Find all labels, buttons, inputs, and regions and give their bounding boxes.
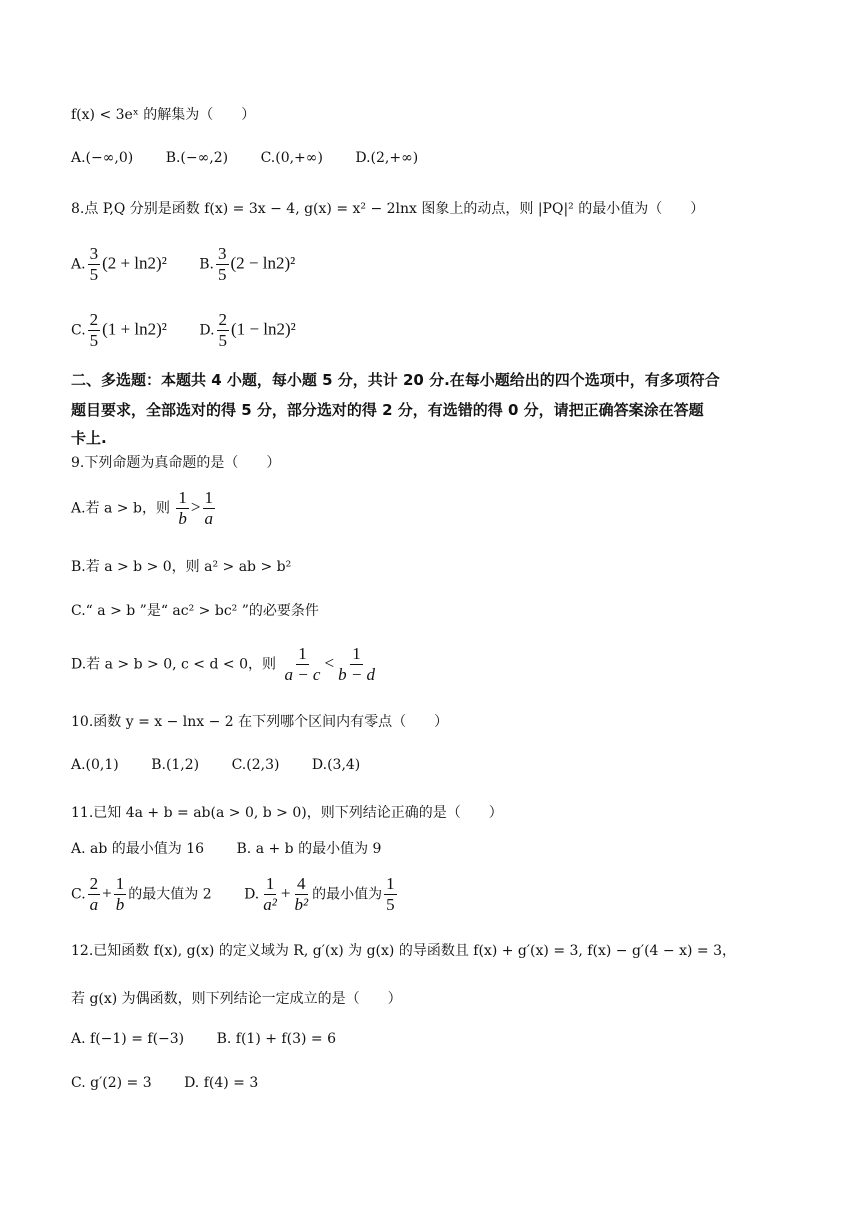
- q8-option-d: [199, 310, 295, 351]
- q12-stem-line-1: 12.已知函数 f(x), g(x) 的定义域为 R, g′(x) 为 g(x) 的导函数且 f(x) + g′(x) = 3, f(x) − g′(4 − x) = 3，: [71, 943, 736, 959]
- q8-options-ab: [71, 244, 323, 285]
- q11-c-frac-1: [88, 874, 101, 915]
- q7-option-d: D.(2,+∞): [355, 150, 419, 166]
- q8-option-c: [71, 310, 167, 351]
- q8-d-expr: (1 − ln2)²: [231, 319, 296, 339]
- q9-a-text: A.若 a > b，则: [71, 500, 170, 517]
- q10-options: [71, 757, 388, 773]
- section-2-heading-line-3: 卡上.: [71, 429, 107, 447]
- q11-c-op: +: [102, 883, 112, 903]
- q11-d-n3: 1: [386, 874, 395, 893]
- q11-d-op: +: [280, 883, 291, 903]
- q9-d-d1: a − c: [284, 665, 321, 684]
- q9-d-d2: b − d: [338, 665, 376, 684]
- q7-option-c: C.(0,+∞): [260, 150, 323, 166]
- q10-stem: 10.函数 y = x − lnx − 2 在下列哪个区间内有零点（ ）: [71, 714, 449, 730]
- q10-option-a: A.(0,1): [71, 757, 119, 773]
- q11-option-c: [71, 874, 212, 915]
- q8-b-fraction: [216, 244, 229, 285]
- section-2-heading-line-2: 题目要求，全部选对的得 5 分，部分选对的得 2 分，有选错的得 0 分，请把正确答案涂在答题: [71, 401, 704, 419]
- q8-option-a: [71, 244, 167, 285]
- q8-d-num: 2: [218, 310, 228, 329]
- q11-option-b: B. a + b 的最小值为 9: [236, 841, 382, 857]
- q8-option-b: [199, 244, 295, 285]
- q11-d-frac-3: [384, 874, 397, 915]
- q9-d-text: D.若 a > b > 0, c < d < 0，则: [71, 656, 276, 673]
- q9-stem: 9.下列命题为真命题的是（ ）: [71, 455, 281, 471]
- q11-c-label: C.: [71, 886, 86, 903]
- q8-a-fraction: [88, 244, 101, 285]
- q11-d-d2: b²: [294, 895, 309, 914]
- q12-option-b: B. f(1) + f(3) = 6: [216, 1031, 336, 1047]
- q11-options-cd: [71, 874, 427, 915]
- q8-b-label: B.: [199, 256, 214, 273]
- q11-c-n2: 1: [115, 874, 125, 893]
- q9-d-frac-2: [336, 644, 377, 685]
- q11-option-a: A. ab 的最小值为 16: [71, 841, 205, 857]
- q9-a-d1: b: [178, 509, 187, 528]
- q11-d-d1: a²: [263, 895, 277, 914]
- q9-a-n2: 1: [204, 488, 213, 507]
- q11-options-ab: [71, 838, 409, 858]
- q7-option-b: B.(−∞,2): [165, 150, 229, 166]
- q8-a-expr: (2 + ln2)²: [102, 253, 167, 273]
- q7-tail: f(x) < 3eˣ 的解集为（ ）: [71, 107, 256, 123]
- q8-b-expr: (2 − ln2)²: [230, 253, 296, 273]
- q9-option-d: [71, 644, 379, 685]
- q9-d-frac-1: [282, 644, 322, 685]
- q8-c-den: 5: [89, 331, 99, 350]
- q9-a-frac-1: [176, 488, 189, 529]
- q11-c-text: 的最大值为 2: [128, 886, 212, 903]
- q10-option-b: B.(1,2): [151, 757, 200, 773]
- q11-d-frac-2: [292, 874, 310, 915]
- q8-c-expr: (1 + ln2)²: [102, 319, 167, 339]
- q8-stem: 8.点 P,Q 分别是函数 f(x) = 3x − 4, g(x) = x² − 2lnx 图象上的动点，则 |PQ|² 的最小值为（ ）: [71, 201, 705, 217]
- q8-c-fraction: [88, 310, 101, 351]
- q11-d-text: 的最小值为: [312, 886, 383, 903]
- q9-a-n1: 1: [178, 488, 187, 507]
- q11-c-d1: a: [89, 895, 99, 914]
- q9-option-a: [71, 488, 217, 529]
- q12-options-ab: [71, 1031, 364, 1047]
- q9-a-op: >: [190, 497, 201, 517]
- q11-c-frac-2: [114, 874, 127, 915]
- q11-option-d: [244, 874, 399, 915]
- q11-d-n2: 4: [297, 874, 306, 893]
- q8-a-num: 3: [89, 244, 99, 263]
- q12-options-cd: [71, 1075, 286, 1091]
- q7-option-a: A.(−∞,0): [71, 150, 134, 166]
- q8-options-cd: [71, 310, 324, 351]
- q8-a-den: 5: [89, 265, 99, 284]
- q8-b-den: 5: [218, 265, 227, 284]
- q12-stem-line-2: 若 g(x) 为偶函数，则下列结论一定成立的是（ ）: [71, 991, 402, 1007]
- q11-d-d3: 5: [386, 895, 395, 914]
- q10-option-c: C.(2,3): [231, 757, 280, 773]
- section-2-heading-line-1: 二、多选题：本题共 4 小题，每小题 5 分，共计 20 分.在每小题给出的四个选项中，有多项符合: [71, 371, 720, 389]
- q9-d-n1: 1: [298, 644, 307, 663]
- q8-c-label: C.: [71, 322, 86, 339]
- q9-d-n2: 1: [352, 644, 361, 663]
- q8-b-num: 3: [218, 244, 227, 263]
- q12-option-c: C. g′(2) = 3: [71, 1075, 152, 1091]
- q9-d-op: <: [324, 653, 335, 673]
- q8-d-fraction: [217, 310, 230, 351]
- q9-option-c: C.“ a > b ”是“ ac² > bc² ”的必要条件: [71, 603, 319, 619]
- q8-d-den: 5: [218, 331, 228, 350]
- q9-option-b: B.若 a > b > 0，则 a² > ab > b²: [71, 559, 292, 575]
- q11-stem: 11.已知 4a + b = ab(a > 0, b > 0)，则下列结论正确的是（ ）: [71, 805, 503, 821]
- q12-option-d: D. f(4) = 3: [184, 1075, 259, 1091]
- q9-a-d2: a: [204, 509, 213, 528]
- q8-c-num: 2: [89, 310, 99, 329]
- q8-a-label: A.: [71, 256, 86, 273]
- q11-d-n1: 1: [265, 874, 275, 893]
- q11-d-frac-1: [261, 874, 279, 915]
- q11-c-n1: 2: [89, 874, 99, 893]
- q7-options: [71, 150, 446, 166]
- q10-option-d: D.(3,4): [311, 757, 361, 773]
- q11-c-d2: b: [115, 895, 125, 914]
- q12-option-a: A. f(−1) = f(−3): [71, 1031, 185, 1047]
- q8-d-label: D.: [199, 322, 215, 339]
- q9-a-frac-2: [203, 488, 216, 529]
- q11-d-label: D.: [244, 886, 260, 903]
